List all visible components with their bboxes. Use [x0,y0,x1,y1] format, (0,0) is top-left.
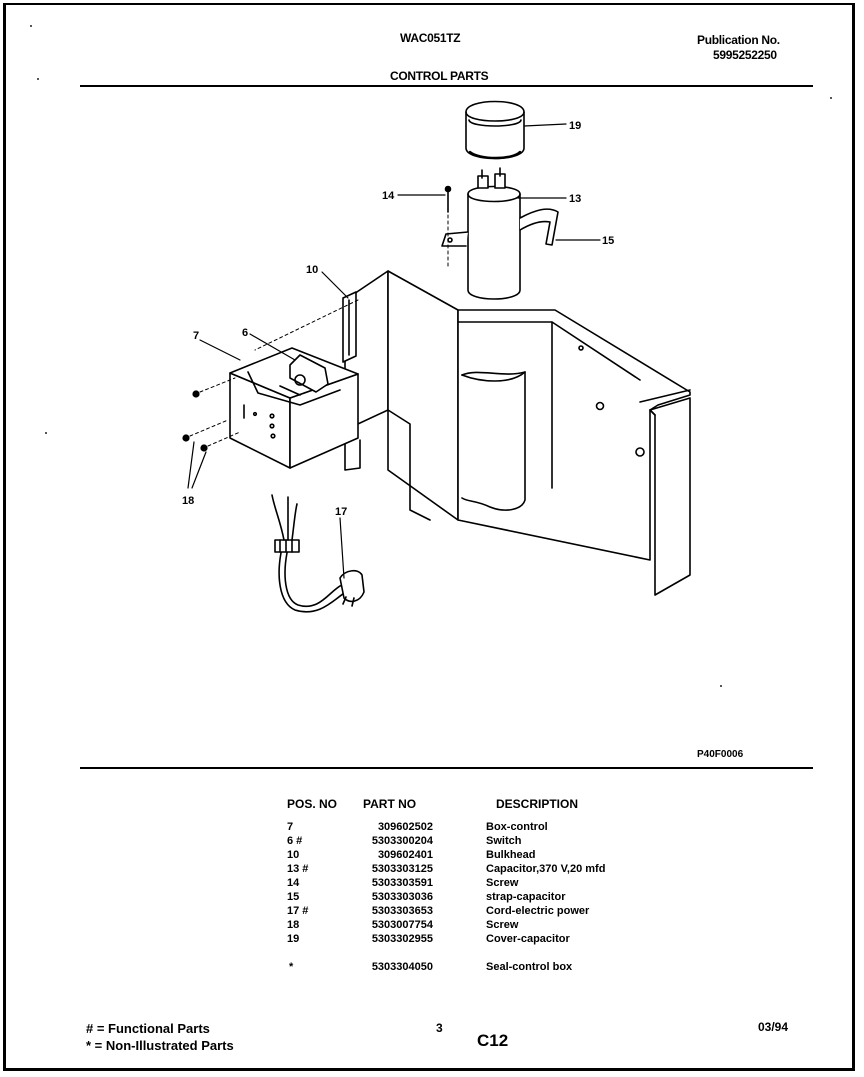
row-pos: 6 # [287,835,303,847]
page-code: C12 [477,1031,509,1050]
row-part-no: 5303300204 [371,835,433,847]
power-cord-drawing [272,495,364,612]
publication-number: 5995252250 [713,48,777,62]
header-description: DESCRIPTION [496,797,579,811]
row-pos: 13 # [287,863,309,875]
callout-14: 14 [382,190,395,202]
header-pos-no: POS. NO [287,797,338,811]
row-description: Switch [486,835,522,847]
row-pos: 15 [287,891,300,903]
callout-6: 6 [242,327,249,339]
callout-10: 10 [306,264,319,276]
scan-speck [830,97,832,99]
row-pos: 17 # [287,905,309,917]
strap-drawing [520,209,558,245]
callout-17: 17 [335,506,348,518]
row-description: Cover-capacitor [486,933,570,945]
row-part-no: 5303303653 [371,905,433,917]
row-part-no: 5303302955 [371,933,433,945]
scan-speck [45,432,47,434]
row-pos: * [289,961,294,973]
capacitor-drawing [442,168,520,299]
row-part-no: 5303303125 [371,863,433,875]
row-part-no: 5303303036 [371,891,433,903]
row-pos: 14 [287,877,300,889]
page-number: 3 [436,1021,443,1035]
callout-13: 13 [569,193,582,205]
row-part-no: 309602401 [377,849,433,861]
section-title: CONTROL PARTS [390,69,489,83]
row-description: strap-capacitor [486,891,566,903]
callout-18: 18 [182,495,195,507]
row-part-no: 5303304050 [371,961,433,973]
scan-speck [720,685,722,687]
callout-15: 15 [602,235,615,247]
bulkhead-drawing [345,271,690,595]
figure-code: P40F0006 [697,749,744,760]
row-description: Capacitor,370 V,20 mfd [486,863,606,875]
diagram-rule [80,767,813,769]
header-part-no: PART NO [363,797,417,811]
row-description: Cord-electric power [486,905,590,917]
row-description: Box-control [486,821,548,833]
row-description: Bulkhead [486,849,536,861]
capacitor-cover-drawing [466,102,524,159]
publication-label: Publication No. [697,33,780,47]
row-part-no: 309602502 [377,821,433,833]
bracket-drawing [343,292,356,362]
row-part-no: 5303007754 [371,919,433,931]
row-description: Screw [486,919,519,931]
callout-19: 19 [569,120,582,132]
screw-14-drawing [446,187,451,269]
row-part-no: 5303303591 [371,877,433,889]
scan-speck [37,78,39,80]
scan-speck [30,25,32,27]
row-pos: 19 [287,933,300,945]
legend-functional-parts: # = Functional Parts [86,1021,210,1036]
row-pos: 10 [287,849,300,861]
row-description: Seal-control box [486,961,573,973]
model-number: WAC051TZ [400,31,461,45]
row-pos: 7 [287,821,294,833]
legend-non-illustrated-parts: * = Non-Illustrated Parts [86,1038,234,1053]
row-description: Screw [486,877,519,889]
callout-7: 7 [193,330,200,342]
publication-date: 03/94 [758,1020,789,1034]
row-pos: 18 [287,919,300,931]
